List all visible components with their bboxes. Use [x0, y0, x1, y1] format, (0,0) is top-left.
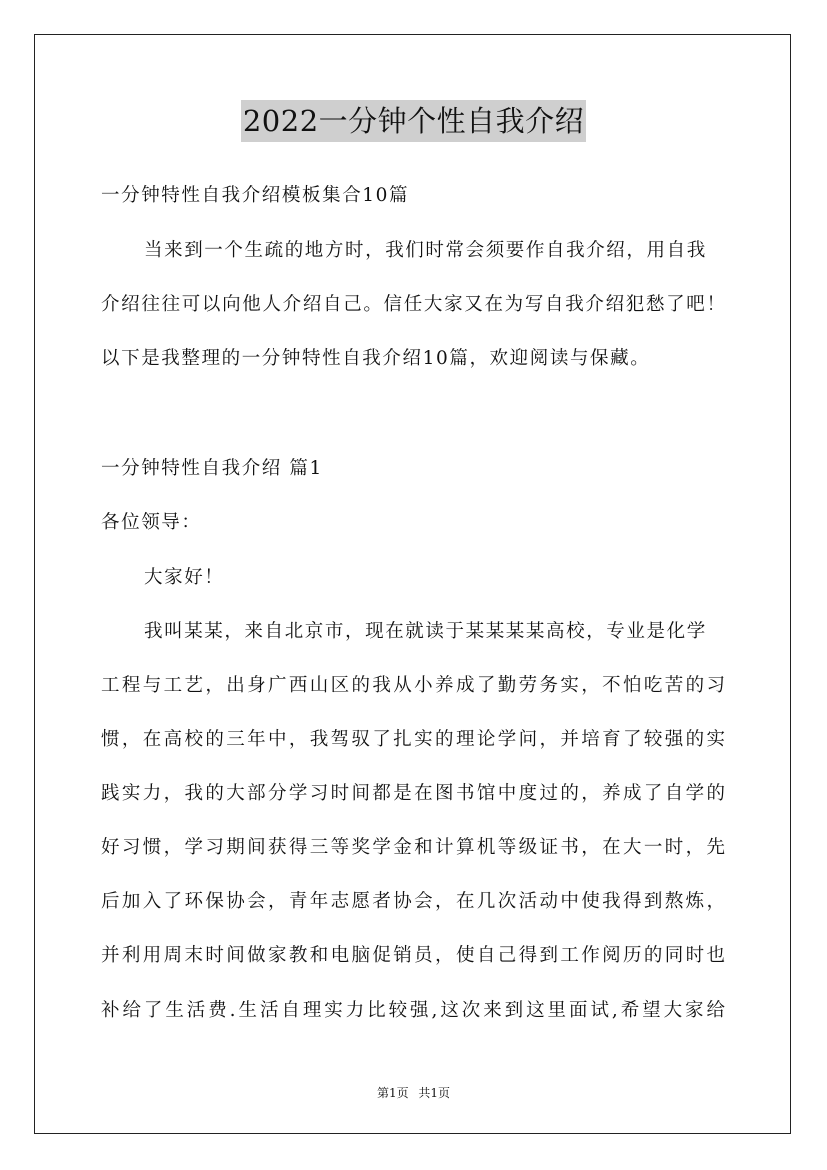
salutation: 各位领导： — [101, 512, 202, 533]
page-footer — [0, 1084, 827, 1101]
document-subtitle: 一分钟特性自我介绍模板集合10篇 — [101, 185, 410, 206]
body-line-2: 工程与工艺，出身广西山区的我从小养成了勤劳务实，不怕吃苦的习 — [101, 675, 725, 696]
intro-line-1: 当来到一个生疏的地方时，我们时常会须要作自我介绍，用自我 — [144, 240, 707, 261]
greeting: 大家好！ — [144, 567, 225, 588]
document-title: 2022一分钟个性自我介绍 — [241, 100, 586, 142]
intro-line-3: 以下是我整理的一分钟特性自我介绍10篇，欢迎阅读与保藏。 — [101, 348, 651, 369]
body-line-5: 好习惯，学习期间获得三等奖学金和计算机等级证书，在大一时，先 — [101, 837, 725, 858]
page-total: 共1页 — [418, 1086, 451, 1100]
title-wrap — [0, 100, 827, 142]
section-heading: 一分钟特性自我介绍 篇1 — [101, 458, 323, 479]
intro-line-2: 介绍往往可以向他人介绍自己。信任大家又在为写自我介绍犯愁了吧！ — [101, 294, 725, 315]
body-line-6: 后加入了环保协会，青年志愿者协会，在几次活动中使我得到熬炼， — [101, 891, 725, 912]
body-line-3: 惯，在高校的三年中，我驾驭了扎实的理论学问，并培育了较强的实 — [101, 729, 725, 750]
body-line-8: 补给了生活费.生活自理实力比较强,这次来到这里面试,希望大家给 — [101, 1000, 725, 1021]
body-line-1: 我叫某某，来自北京市，现在就读于某某某某高校，专业是化学 — [144, 621, 707, 642]
page-number: 第1页 — [376, 1086, 409, 1100]
body-line-4: 践实力，我的大部分学习时间都是在图书馆中度过的，养成了自学的 — [101, 783, 725, 804]
body-line-7: 并利用周末时间做家教和电脑促销员，使自己得到工作阅历的同时也 — [101, 945, 725, 966]
